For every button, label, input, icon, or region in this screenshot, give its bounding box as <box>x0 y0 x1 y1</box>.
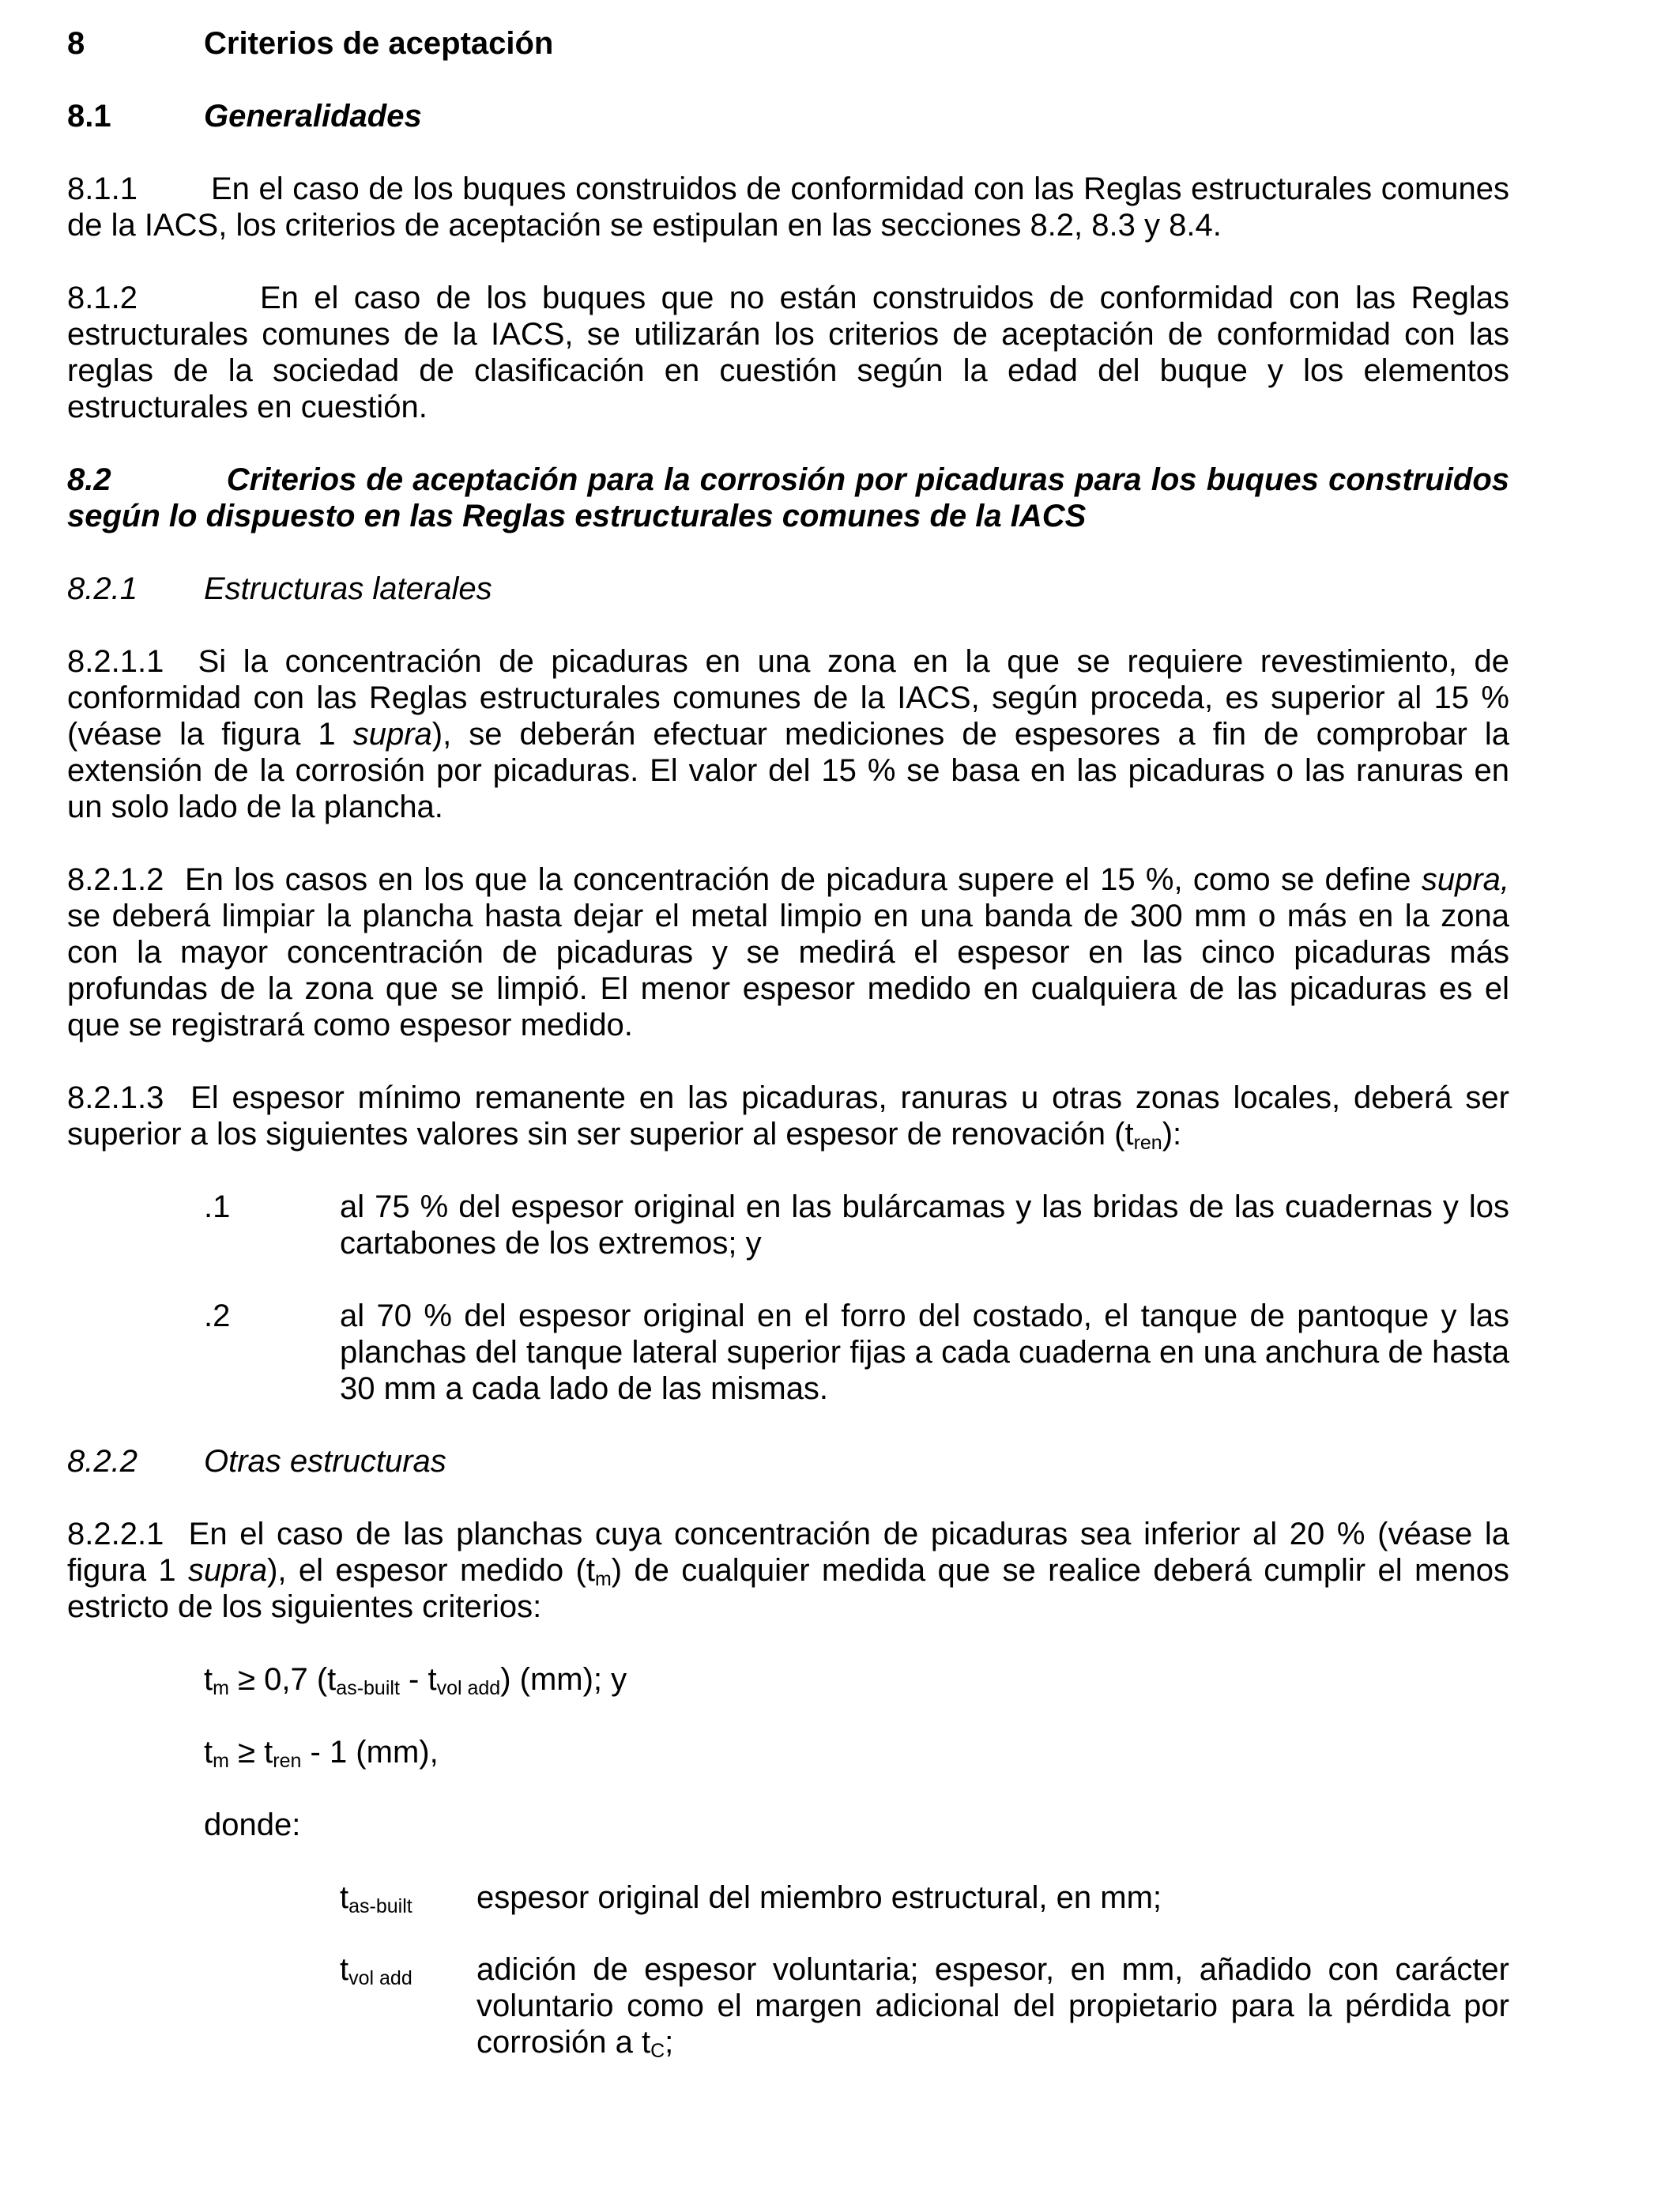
formula-text: ≥ t <box>228 1735 273 1770</box>
section-8-heading <box>67 25 1509 62</box>
paragraph-text: En los casos en los que la concentración de picadura supere el 15 %, como se define <box>184 862 1422 897</box>
paragraph-number: 8.1.2 <box>67 281 137 315</box>
list-marker: .2 <box>204 1299 231 1333</box>
paragraph-8-2-1-2 <box>67 861 1509 1043</box>
formula-text: ) (mm); y <box>500 1662 627 1697</box>
section-title: Criterios de aceptación para la corrosión por picaduras para los buques construidos según lo dispuesto en las Reglas estructurales comunes de la IACS <box>67 462 1510 533</box>
paragraph-text: ): <box>1162 1117 1182 1152</box>
symbol-letter: t <box>340 1952 349 1987</box>
paragraph-8-2-1-3 <box>67 1080 1509 1152</box>
supra-word: supra <box>188 1553 268 1588</box>
paragraph-text: En el caso de los buques construidos de conformidad con las Reglas estructurales comunes de la IACS, los criterios de aceptación se estipulan en las secciones 8.2, 8.3 y 8.4. <box>67 172 1509 243</box>
symbol-letter: t <box>340 1880 349 1915</box>
definition-end: ; <box>665 2025 674 2060</box>
definition-body: adición de espesor voluntaria; espesor, en mm, añadido con carácter voluntario como el margen adicional del propietario para la pérdida por corrosión a t <box>477 1952 1509 2060</box>
section-8-2-2-heading <box>67 1443 1509 1480</box>
donde-label: donde: <box>204 1808 301 1842</box>
formula-1 <box>204 1661 1509 1698</box>
paragraph-text: se deberá limpiar la plancha hasta dejar el metal limpio en una banda de 300 mm o más en la zona con la mayor concentración de picaduras y se medirá el espesor en las cinco picaduras más profundas de la zona que se limpió. El menor espesor medido en cualquiera de las picaduras es el que se registrará como espesor medido. <box>67 899 1509 1042</box>
definition-text: espesor original del miembro estructural, en mm; <box>477 1880 1162 1915</box>
paragraph-8-2-1-1 <box>67 643 1509 825</box>
paragraph-text: En el caso de las planchas cuya concentración de picaduras sea inferior al 20 % (véase la figura 1 <box>67 1517 1509 1588</box>
subscript: as-built <box>348 1895 412 1917</box>
paragraph-text: ), se deberán efectuar mediciones de espesores a fin de comprobar la extensión de la corrosión por picaduras. El valor del 15 % se basa en las picaduras o las ranuras en un solo lado de la plancha. <box>67 717 1509 824</box>
paragraph-number: 8.1.1 <box>67 172 137 206</box>
section-8-2-heading <box>67 462 1509 534</box>
subscript: C <box>650 2040 665 2062</box>
section-8-1-heading <box>67 98 1509 134</box>
paragraph-text: ), el espesor medido (t <box>267 1553 595 1588</box>
section-title: Otras estructuras <box>204 1444 446 1479</box>
list-item-text: al 70 % del espesor original en el forro del costado, el tanque de pantoque y las planchas del tanque lateral superior fijas a cada cuaderna en una anchura de hasta 30 mm a cada lado de las mismas. <box>340 1299 1509 1406</box>
section-number: 8.2 <box>67 462 111 497</box>
document-page <box>67 25 1509 2060</box>
section-number: 8.1 <box>67 99 111 134</box>
paragraph-8-2-2-1 <box>67 1516 1509 1625</box>
list-item <box>204 1189 1509 1261</box>
paragraph-text: ) de cualquier medida que se realice deberá cumplir el menos estricto de los siguientes criterios: <box>67 1553 1509 1624</box>
section-number: 8.2.1 <box>67 571 137 606</box>
section-title: Estructuras laterales <box>204 571 492 606</box>
section-number: 8.2.2 <box>67 1444 137 1479</box>
definition-row <box>340 1879 1509 1916</box>
paragraph-8-1-1 <box>67 171 1509 243</box>
formula-text: - 1 (mm), <box>301 1735 439 1770</box>
section-title: Criterios de aceptación <box>204 26 554 61</box>
subscript: m <box>213 1677 229 1699</box>
formula-symbol: t <box>204 1662 213 1697</box>
formula-text: - t <box>399 1662 437 1697</box>
paragraph-text: El espesor mínimo remanente en las picaduras, ranuras u otras zonas locales, deberá ser superior a los siguientes valores sin ser superior al espesor de renovación (t <box>67 1080 1509 1152</box>
subscript: m <box>213 1750 229 1772</box>
subscript: vol add <box>348 1967 412 1989</box>
paragraph-number: 8.2.1.3 <box>67 1080 164 1115</box>
section-8-2-1-heading <box>67 571 1509 607</box>
paragraph-8-1-2 <box>67 280 1509 425</box>
list-marker: .1 <box>204 1189 231 1224</box>
definition-text <box>477 1951 1509 2060</box>
formula-symbol: t <box>204 1735 213 1770</box>
list-item <box>204 1298 1509 1407</box>
paragraph-number: 8.2.1.2 <box>67 862 164 897</box>
paragraph-text: En el caso de los buques que no están construidos de conformidad con las Reglas estructurales comunes de la IACS, se utilizarán los criterios de aceptación de conformidad con las reglas de la sociedad de clasificación en cuestión según la edad del buque y los elementos estructurales en cuestión. <box>67 281 1509 424</box>
definition-symbol <box>340 1951 477 2060</box>
paragraph-text: Si la concentración de picaduras en una zona en la que se requiere revestimiento, de conformidad con las Reglas estructurales comunes de la IACS, según proceda, es superior al 15 % (véase la figura 1 <box>67 644 1509 752</box>
subscript: m <box>594 1568 612 1590</box>
list-item-text: al 75 % del espesor original en las bulárcamas y las bridas de las cuadernas y los cartabones de los extremos; y <box>340 1189 1509 1261</box>
formula-text: ≥ 0,7 (t <box>228 1662 337 1697</box>
definition-row <box>340 1951 1509 2060</box>
subscript: ren <box>1133 1132 1162 1154</box>
supra-word: supra, <box>1421 862 1509 897</box>
definition-symbol <box>340 1879 477 1916</box>
section-title: Generalidades <box>204 99 422 134</box>
paragraph-number: 8.2.1.1 <box>67 644 164 679</box>
formula-2 <box>204 1734 1509 1770</box>
section-number: 8 <box>67 26 85 61</box>
subscript: ren <box>273 1750 302 1772</box>
subscript: vol add <box>436 1677 501 1699</box>
paragraph-number: 8.2.2.1 <box>67 1517 164 1551</box>
subscript: as-built <box>336 1677 400 1699</box>
supra-word: supra <box>352 717 432 752</box>
